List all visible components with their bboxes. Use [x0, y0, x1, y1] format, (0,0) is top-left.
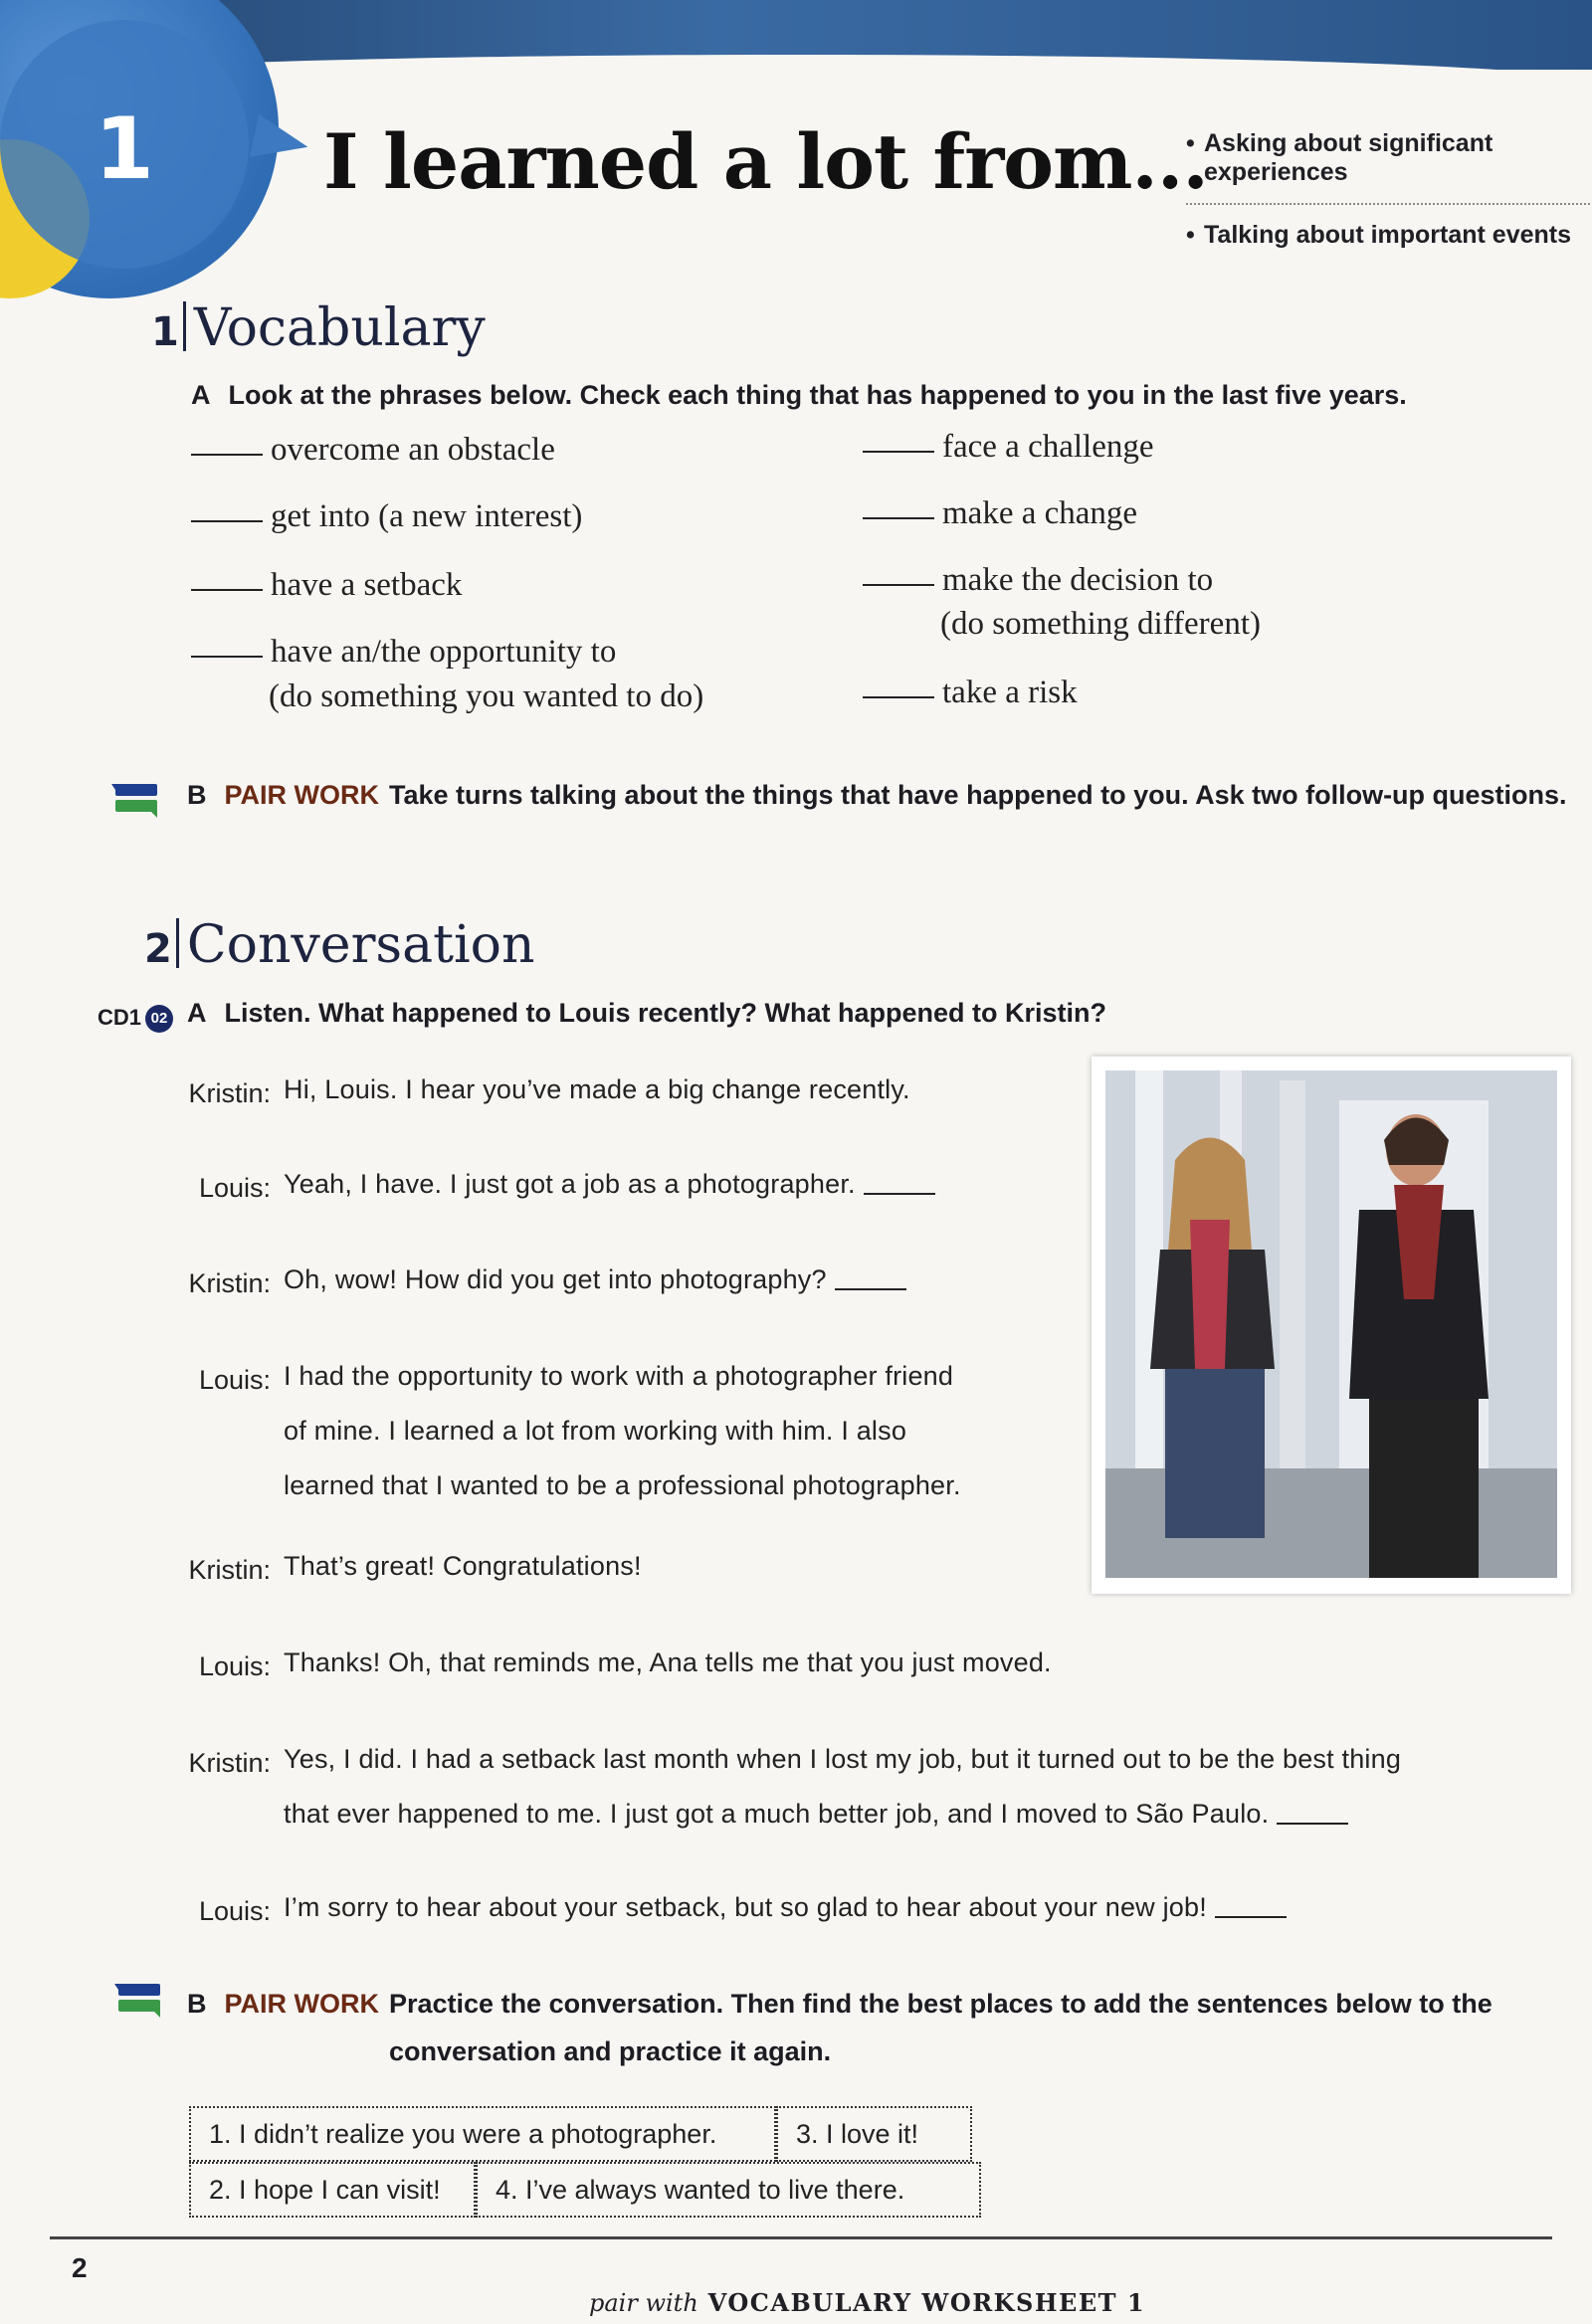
speaker-label: Louis: — [198, 1896, 271, 1926]
audio-track-label — [98, 1005, 173, 1033]
dialogue-line: Hi, Louis. I hear you’ve made a big change recently. — [284, 1074, 910, 1104]
dialogue-line — [284, 1799, 1348, 1830]
answer-blank[interactable] — [835, 1288, 906, 1290]
check-blank[interactable] — [191, 589, 263, 591]
track-badge: 02 — [145, 1005, 173, 1033]
phrase-continuation: (do something different) — [940, 606, 1261, 642]
dialogue-line: Thanks! Oh, that reminds me, Ana tells me that you just moved. — [284, 1647, 1052, 1677]
worksheet-name: VOCABULARY WORKSHEET 1 — [707, 2288, 1146, 2317]
pair-with-text: pair with — [589, 2289, 698, 2317]
speaker-label: Kristin: — [188, 1268, 271, 1298]
phrase-item — [863, 429, 1154, 466]
answer-blank[interactable] — [864, 1193, 935, 1195]
phrase-text: make the decision to — [942, 562, 1214, 598]
dialogue-text: Oh, wow! How did you get into photography? — [284, 1264, 827, 1294]
phrase-item — [191, 432, 555, 469]
dialogue-line: Yes, I did. I had a setback last month when I lost my job, but it turned out to be the best thing — [284, 1744, 1402, 1774]
dialogue-text: I’m sorry to hear about your setback, but so glad to hear about your new job! — [284, 1892, 1207, 1922]
vocabulary-instruction-a — [191, 380, 1407, 411]
instruction-text: Listen. What happened to Louis recently? What happened to Kristin? — [224, 998, 1107, 1028]
conversation-photo — [1092, 1057, 1571, 1594]
check-blank[interactable] — [191, 520, 263, 522]
vocabulary-instruction-b — [187, 780, 1567, 811]
goal-item: • Talking about important events — [1186, 221, 1584, 250]
phrase-text: make a change — [942, 495, 1138, 531]
worksheet-reference — [589, 2288, 1145, 2317]
part-letter: B — [187, 1989, 207, 2019]
phrase-continuation: (do something you wanted to do) — [269, 678, 704, 714]
unit-title: I learned a lot from... — [323, 117, 1208, 206]
sentence-box: 4. I’ve always wanted to live there. — [476, 2162, 981, 2218]
phrase-text: take a risk — [942, 675, 1078, 710]
instruction-text: Take turns talking about the things that have happened to you. Ask two follow-up questions. — [389, 780, 1567, 810]
dialogue-line: of mine. I learned a lot from working with him. I also — [284, 1416, 907, 1446]
conversation-instruction-a — [187, 998, 1106, 1029]
dialogue-text: Yeah, I have. I just got a job as a photographer. — [284, 1169, 856, 1199]
part-letter: A — [191, 380, 211, 410]
pair-work-label: PAIR WORK — [224, 1989, 379, 2019]
photo-image — [1105, 1070, 1557, 1578]
dialogue-line: That’s great! Congratulations! — [284, 1551, 642, 1581]
phrase-item — [191, 498, 582, 535]
check-blank[interactable] — [191, 454, 263, 456]
check-blank[interactable] — [863, 517, 934, 519]
phrase-item — [191, 634, 616, 671]
instruction-text: Practice the conversation. Then find the best places to add the sentences below to the — [389, 1989, 1492, 2019]
phrase-text: face a challenge — [942, 429, 1154, 465]
dialogue-line — [284, 1892, 1287, 1923]
section-number: 2 — [144, 926, 172, 972]
phrase-item — [863, 495, 1137, 532]
page-number: 2 — [72, 2252, 88, 2283]
section-title: Conversation — [186, 915, 535, 975]
check-blank[interactable] — [863, 696, 934, 698]
dialogue-line: I had the opportunity to work with a photographer friend — [284, 1361, 954, 1391]
pair-work-icon — [114, 1980, 164, 2020]
speaker-label: Kristin: — [188, 1748, 271, 1778]
part-letter: A — [187, 998, 207, 1028]
speaker-label: Kristin: — [188, 1555, 271, 1585]
photo-illustration — [1105, 1070, 1557, 1578]
phrase-item — [863, 675, 1078, 711]
phrase-text: have an/the opportunity to — [271, 634, 617, 670]
phrase-item — [191, 567, 462, 604]
section-title: Vocabulary — [193, 298, 486, 358]
speaker-label: Louis: — [198, 1651, 271, 1681]
instruction-continuation: conversation and practice it again. — [389, 2036, 832, 2066]
phrase-item — [863, 562, 1213, 599]
goal-divider — [1186, 203, 1592, 205]
speaker-label: Louis: — [198, 1365, 271, 1395]
pair-work-icon — [111, 780, 161, 820]
sentence-box: 1. I didn’t realize you were a photographer. — [189, 2106, 776, 2162]
phrase-text: have a setback — [271, 567, 463, 603]
footer-divider — [50, 2236, 1552, 2239]
speaker-label: Louis: — [198, 1173, 271, 1203]
unit-number: 1 — [95, 99, 154, 199]
sentence-box: 3. I love it! — [776, 2106, 972, 2162]
unit-goals — [1186, 129, 1584, 266]
phrase-text: overcome an obstacle — [271, 432, 555, 468]
phrase-text: get into (a new interest) — [271, 498, 583, 534]
dialogue-text: that ever happened to me. I just got a much better job, and I moved to São Paulo. — [284, 1799, 1270, 1829]
dialogue-line — [284, 1169, 935, 1200]
answer-blank[interactable] — [1277, 1823, 1348, 1825]
dialogue-line: learned that I wanted to be a professional photographer. — [284, 1470, 961, 1500]
part-letter: B — [187, 780, 207, 810]
goal-item: • Asking about significant experiences — [1186, 129, 1584, 187]
check-blank[interactable] — [863, 451, 934, 453]
answer-blank[interactable] — [1215, 1916, 1287, 1918]
dialogue-line — [284, 1264, 906, 1295]
sentence-box: 2. I hope I can visit! — [189, 2162, 476, 2218]
section-heading-conversation — [144, 915, 534, 975]
pair-work-label: PAIR WORK — [224, 780, 379, 810]
speaker-label: Kristin: — [188, 1078, 271, 1108]
section-divider — [176, 918, 179, 968]
conversation-instruction-b — [187, 1989, 1492, 2020]
section-divider — [183, 301, 186, 351]
cd-label: CD1 — [98, 1005, 142, 1030]
check-blank[interactable] — [191, 656, 263, 658]
section-heading-vocabulary — [151, 298, 486, 358]
section-number: 1 — [151, 309, 179, 355]
instruction-text: Look at the phrases below. Check each thing that has happened to you in the last five years. — [228, 380, 1407, 410]
check-blank[interactable] — [863, 584, 934, 586]
